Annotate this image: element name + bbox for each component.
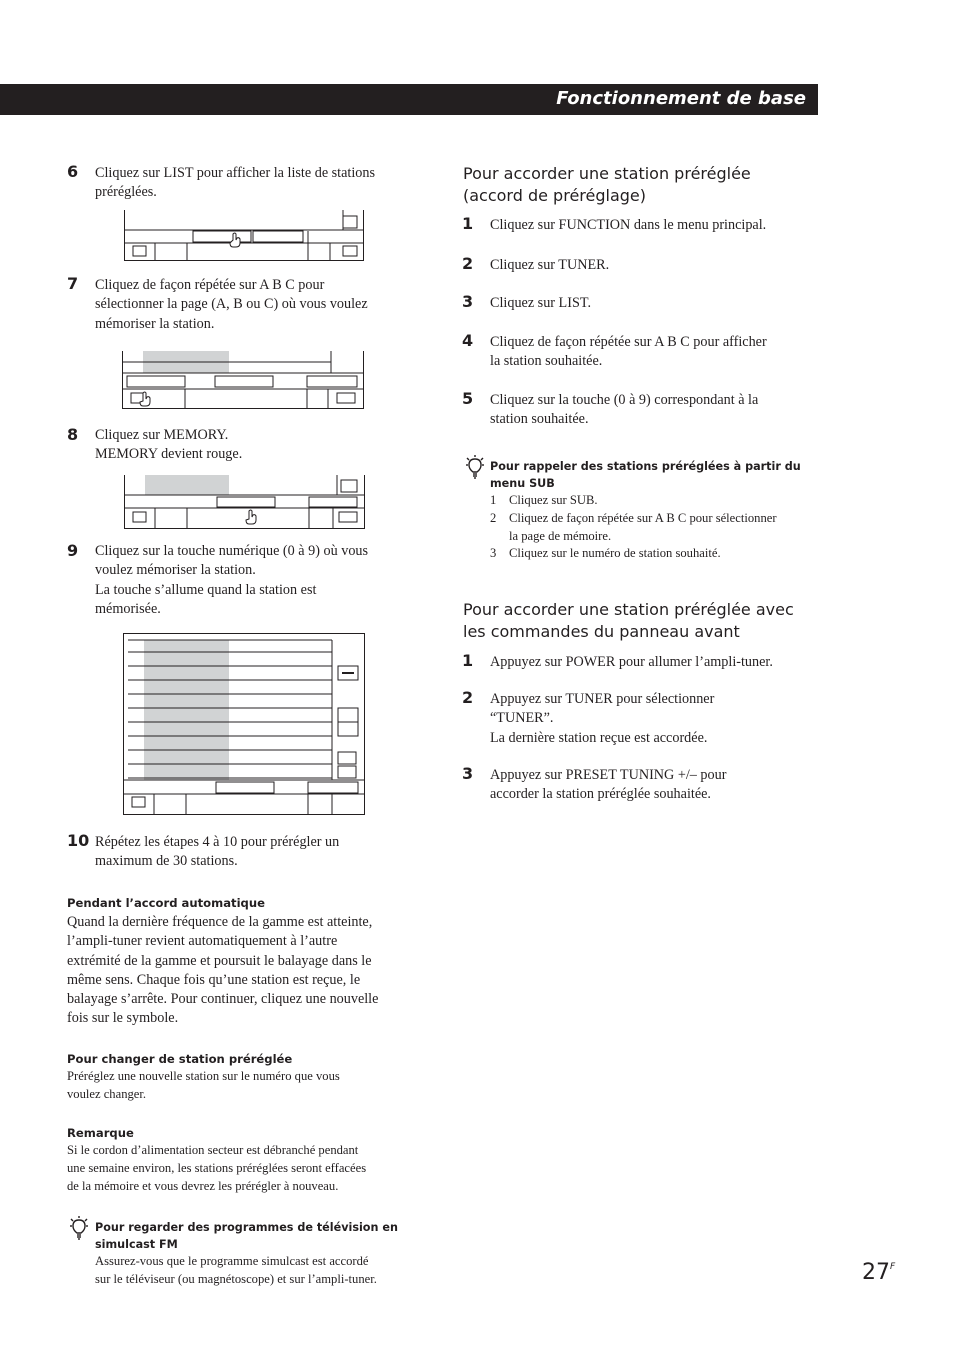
step-line: Cliquez de façon répétée sur A B C pour afficher [490,334,767,350]
step-number: 8 [67,425,79,444]
step-line: la station souhaitée. [490,353,603,370]
step-number: 4 [462,331,474,350]
auto-tuning-text [67,913,378,1029]
text-line: sur le téléviseur (ou magnétoscope) et sur l’ampli-tuner. [95,1271,377,1286]
step-number: 3 [462,764,474,783]
text-line: une semaine environ, les stations préréglées seront effacées [67,1160,367,1175]
step-line: mémoriser la station. [95,315,215,332]
step-number: 3 [462,292,474,311]
step-line: “TUNER”. [490,710,554,727]
screen-illustration-page [122,351,364,409]
step-line: La dernière station reçue est accordée. [490,729,708,746]
title-line: Pour accorder une station préréglée [463,164,751,183]
auto-tuning-heading: Pendant l’accord automatique [67,896,265,910]
text-line: voulez changer. [67,1086,147,1101]
text-line: de la mémoire et vous devrez les prérégler à nouveau. [67,1178,339,1193]
section2-title [463,599,794,643]
title-line: les commandes du panneau avant [463,622,740,641]
step-number: 9 [67,541,79,560]
step-text [95,426,242,465]
step-text [490,690,714,748]
step-line: La touche s’allume quand la station est [95,581,317,598]
text-line: Cliquez sur le numéro de station souhaité. [509,546,721,561]
text-line: extrémité de la gamme et poursuit le balayage dans le [67,952,372,969]
text-line: balayage s’arrête. Pour continuer, cliquez une nouvelle [67,991,379,1008]
step-text [490,333,767,372]
step-number: 7 [67,274,79,293]
text-line: même sens. Chaque fois qu’une station est reçue, le [67,971,361,988]
page-number-value: 27 [862,1260,890,1285]
step-line: station souhaitée. [490,411,589,428]
section-title: Fonctionnement de base [556,88,806,109]
step-number: 5 [462,389,474,408]
step-text: Cliquez sur LIST. [490,295,592,311]
screen-illustration-list [124,210,364,261]
step-line: Appuyez sur TUNER pour sélectionner [490,691,715,707]
page-language-suffix: F [890,1262,896,1272]
step-number: 1 [462,214,474,233]
step-number: 10 [67,831,90,850]
note-text [67,1142,366,1195]
tip-heading-line: Pour regarder des programmes de télévision en [95,1221,398,1234]
step-line: Cliquez de façon répétée sur A B C pour [95,277,325,293]
step-text [95,542,368,619]
tip-list-item [490,545,820,563]
step-text: Cliquez sur FUNCTION dans le menu principal. [490,217,767,233]
tip-heading-line: Pour rappeler des stations préréglées à partir du [490,460,801,473]
step-line: Cliquez sur la touche numérique (0 à 9) où vous [95,543,369,559]
step-number: 6 [67,162,79,181]
step-text [95,833,339,872]
step-number: 1 [462,651,474,670]
step-line: préréglées. [95,184,157,201]
step-text: Cliquez sur TUNER. [490,257,610,273]
tip-heading [95,1219,398,1253]
screen-illustration-preset-list [123,633,365,815]
screen-illustration-memory [124,475,365,529]
tip-item-number: 3 [490,546,497,561]
text-line: Cliquez sur SUB. [509,493,598,507]
step-line: maximum de 30 stations. [95,853,238,870]
change-preset-text [67,1068,340,1104]
text-line: la page de mémoire. [509,528,612,543]
step-number: 2 [462,688,474,707]
title-line: (accord de préréglage) [463,186,646,205]
step-line: MEMORY devient rouge. [95,446,243,463]
page-number [862,1260,895,1285]
step-text: Appuyez sur POWER pour allumer l’ampli-tuner. [490,654,773,670]
step-line: voulez mémoriser la station. [95,562,256,579]
step-line: Cliquez sur la touche (0 à 9) correspondant à la [490,392,759,408]
section1-title [463,163,751,207]
text-line: Quand la dernière fréquence de la gamme est atteinte, [67,914,373,930]
step-line: Appuyez sur PRESET TUNING +/– pour [490,767,727,783]
text-line: Si le cordon d’alimentation secteur est débranché pendant [67,1143,359,1157]
step-line: Cliquez sur LIST pour afficher la liste de stations [95,165,376,181]
step-text [95,276,368,334]
step-line: sélectionner la page (A, B ou C) où vous voulez [95,296,368,313]
title-line: Pour accorder une station préréglée avec [463,600,794,619]
tip-heading-line: menu SUB [490,477,555,490]
text-line: l’ampli-tuner revient automatiquement à l’autre [67,933,338,950]
step-text [490,391,758,430]
text-line: Préréglez une nouvelle station sur le numéro que vous [67,1069,340,1083]
lightbulb-icon [70,1216,92,1242]
tip-item-number: 1 [490,493,497,507]
tip-list-item [490,492,820,510]
step-line: mémorisée. [95,600,161,617]
step-number: 2 [462,254,474,273]
step-line: Répétez les étapes 4 à 10 pour prérégler un [95,834,340,850]
tip-text [95,1253,377,1289]
lightbulb-icon [466,455,488,481]
text-line: Assurez-vous que le programme simulcast est accordé [95,1254,369,1268]
tip-heading-line: simulcast FM [95,1238,178,1251]
tip-list-item [490,510,820,546]
step-line: Cliquez sur MEMORY. [95,427,229,443]
tip-list [490,492,820,563]
note-heading: Remarque [67,1126,134,1140]
step-line: accorder la station préréglée souhaitée. [490,786,711,803]
tip-item-number: 2 [490,510,497,525]
change-preset-heading: Pour changer de station préréglée [67,1052,293,1066]
step-text [95,164,375,203]
step-text [490,766,726,805]
text-line: Cliquez de façon répétée sur A B C pour sélectionner [509,510,777,525]
text-line: fois sur le symbole. [67,1010,179,1027]
tip-heading [490,458,801,492]
